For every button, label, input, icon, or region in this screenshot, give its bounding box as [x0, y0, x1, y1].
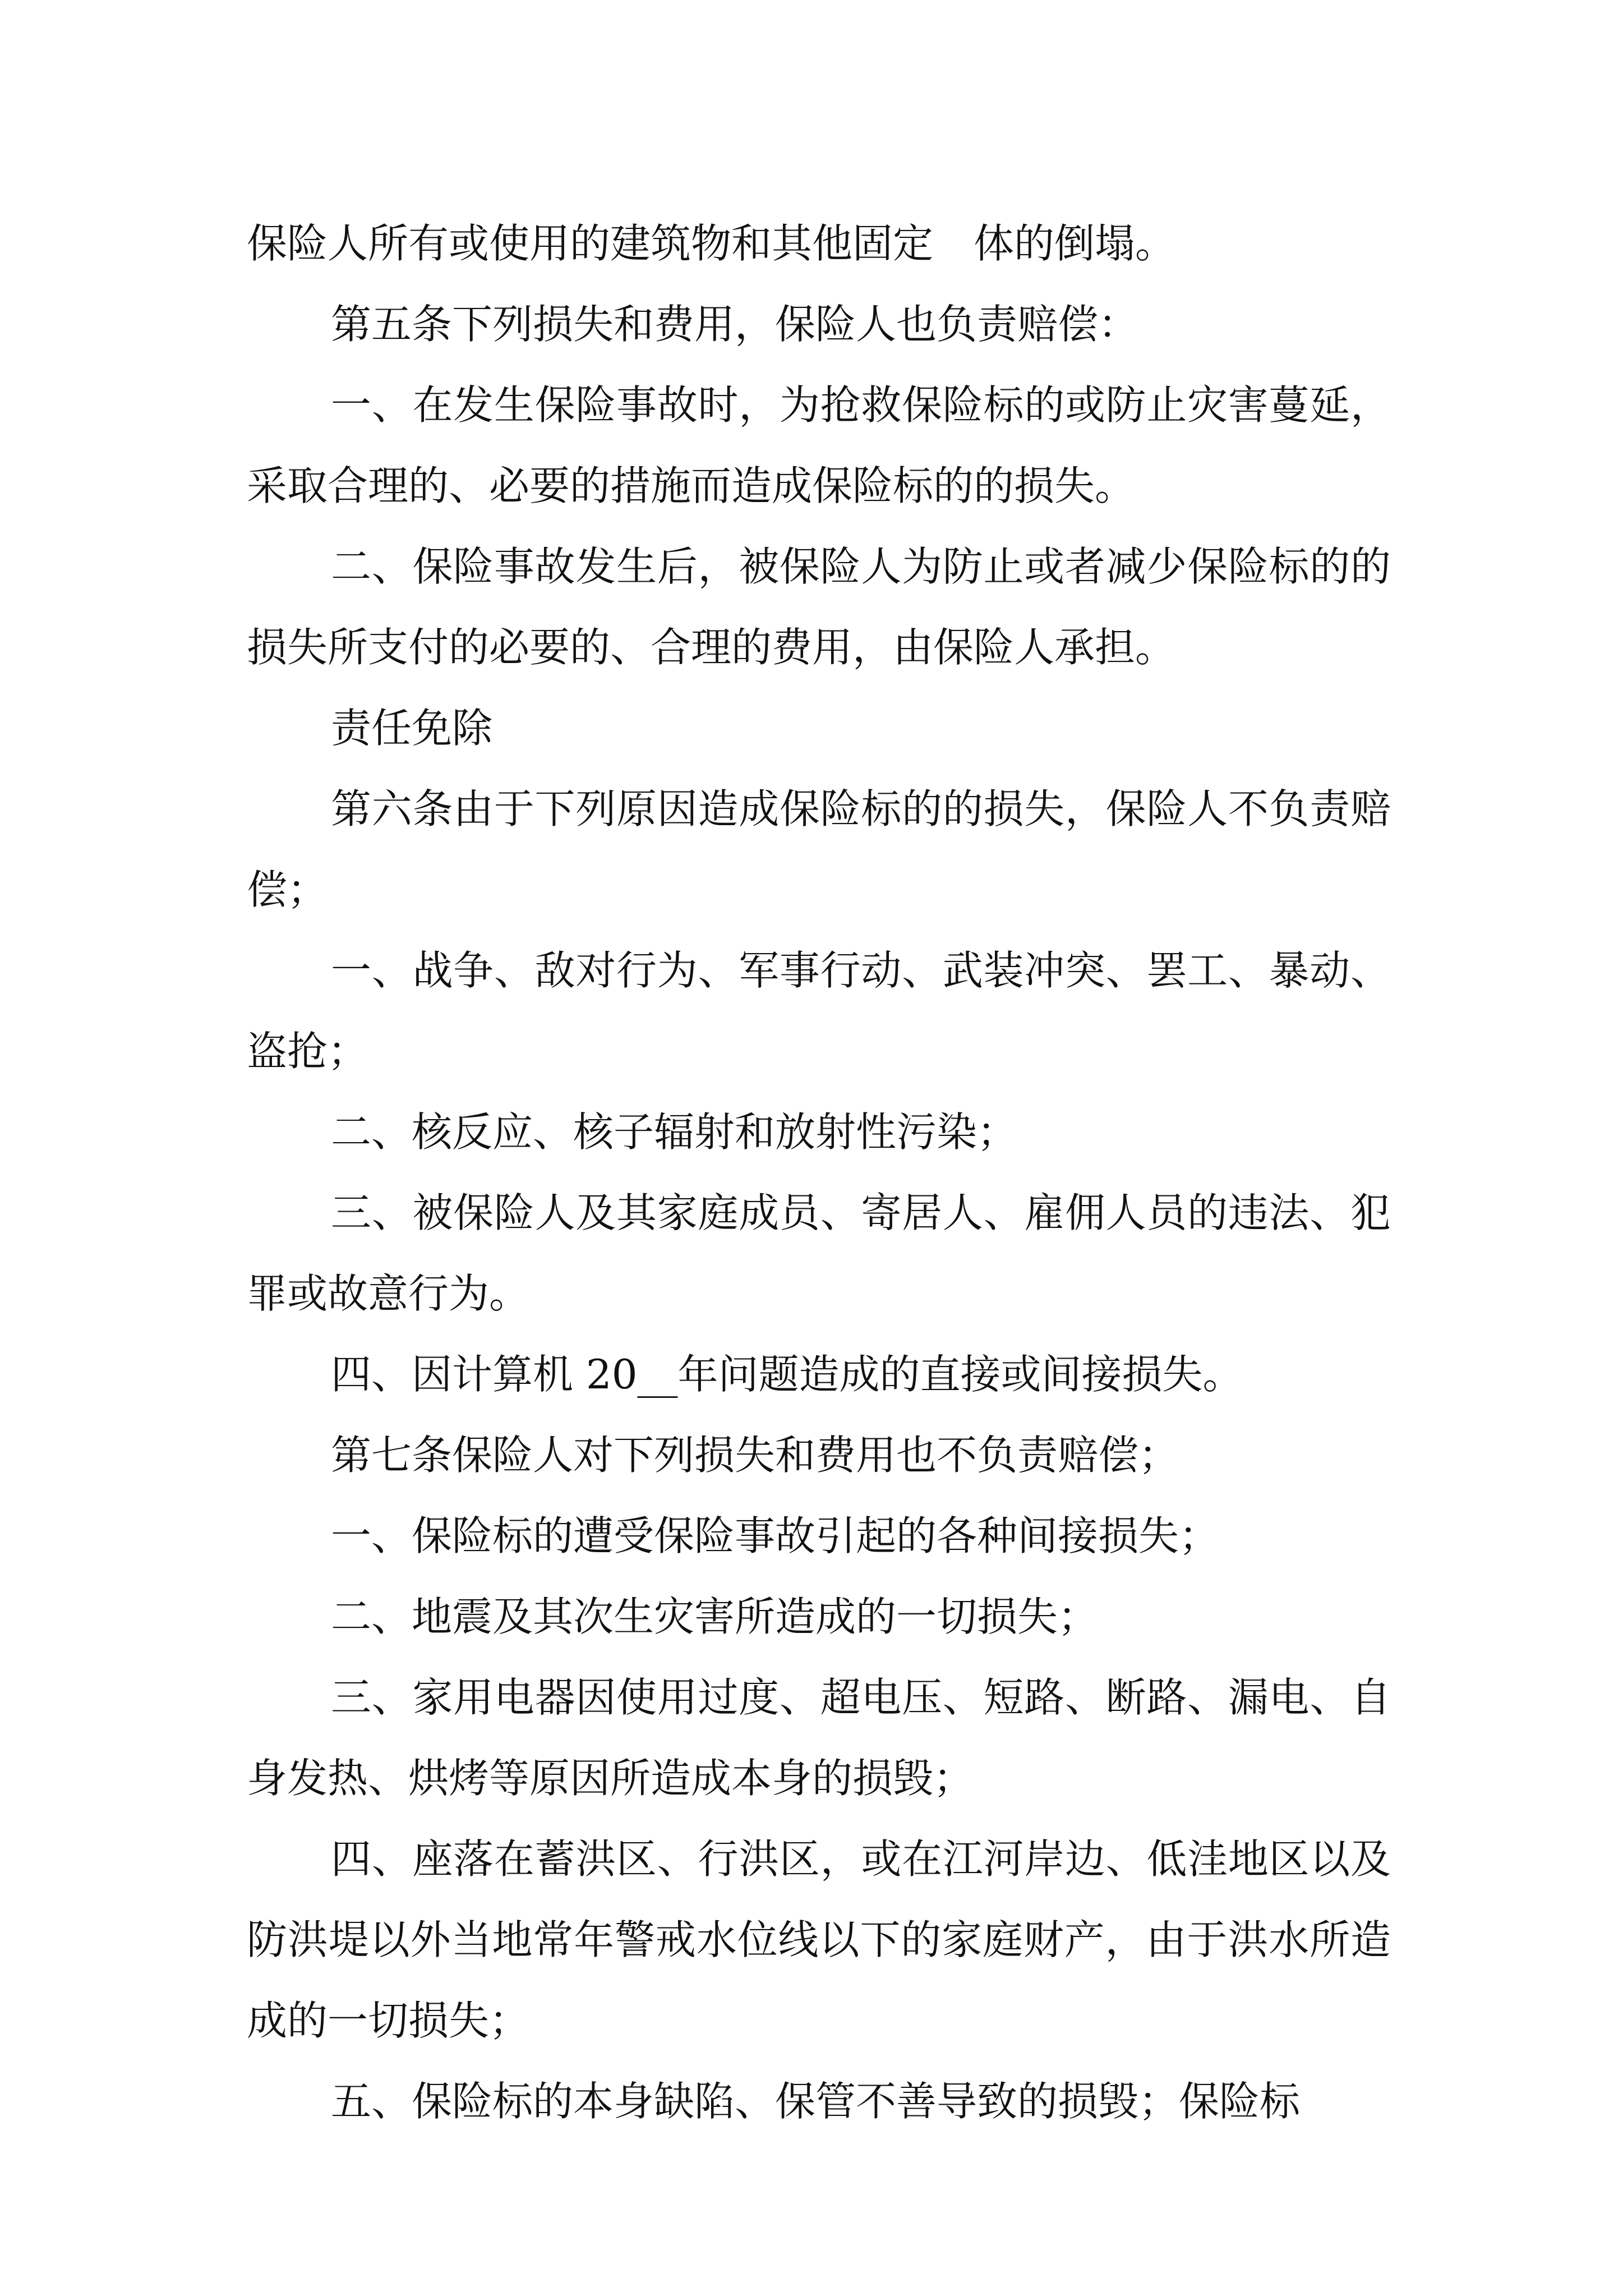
paragraph-article-5-item-2: 二、保险事故发生后，被保险人为防止或者减少保险标的的损失所支付的必要的、合理的费用，由保险人承担。	[247, 543, 1391, 671]
document-body	[247, 203, 1391, 2142]
paragraph-article-5: 第五条下列损失和费用，保险人也负责赔偿：	[331, 301, 1139, 348]
paragraph-continuation: 保险人所有或使用的建筑物和其他固定 体的倒塌。	[247, 220, 1176, 267]
paragraph-article-7-item-5: 五、保险标的本身缺陷、保管不善导致的损毁；保险标	[331, 2078, 1301, 2125]
paragraph-article-5-item-1: 一、在发生保险事故时，为抢救保险标的或防止灾害蔓延，采取合理的、必要的措施而造成保险标的的损失。	[247, 381, 1391, 509]
paragraph-article-6-item-2: 二、核反应、核子辐射和放射性污染；	[331, 1108, 1018, 1156]
paragraph-article-6-item-3: 三、被保险人及其家庭成员、寄居人、雇佣人员的违法、犯罪或故意行为。	[247, 1189, 1391, 1317]
paragraph-article-7-item-1: 一、保险标的遭受保险事故引起的各种间接损失；	[331, 1512, 1220, 1559]
paragraph-article-7-item-2: 二、地震及其次生灾害所造成的一切损失；	[331, 1593, 1099, 1640]
paragraph-article-7: 第七条保险人对下列损失和费用也不负责赔偿；	[331, 1432, 1179, 1479]
paragraph-article-6-item-4: 四、因计算机 20__年问题造成的直接或间接损失。	[331, 1351, 1243, 1398]
paragraph-article-7-item-4: 四、座落在蓄洪区、行洪区，或在江河岸边、低洼地区以及防洪堤以外当地常年警戒水位线以下的家庭财产，由于洪水所造成的一切损失；	[247, 1835, 1391, 2044]
paragraph-article-7-item-3: 三、家用电器因使用过度、超电压、短路、断路、漏电、自身发热、烘烤等原因所造成本身的损毁；	[247, 1674, 1391, 1802]
paragraph-article-6-item-1: 一、战争、敌对行为、军事行动、武装冲突、罢工、暴动、盗抢；	[247, 947, 1391, 1075]
section-heading-exclusions: 责任免除	[331, 705, 493, 752]
paragraph-article-6: 第六条由于下列原因造成保险标的的损失，保险人不负责赔偿；	[247, 785, 1391, 913]
